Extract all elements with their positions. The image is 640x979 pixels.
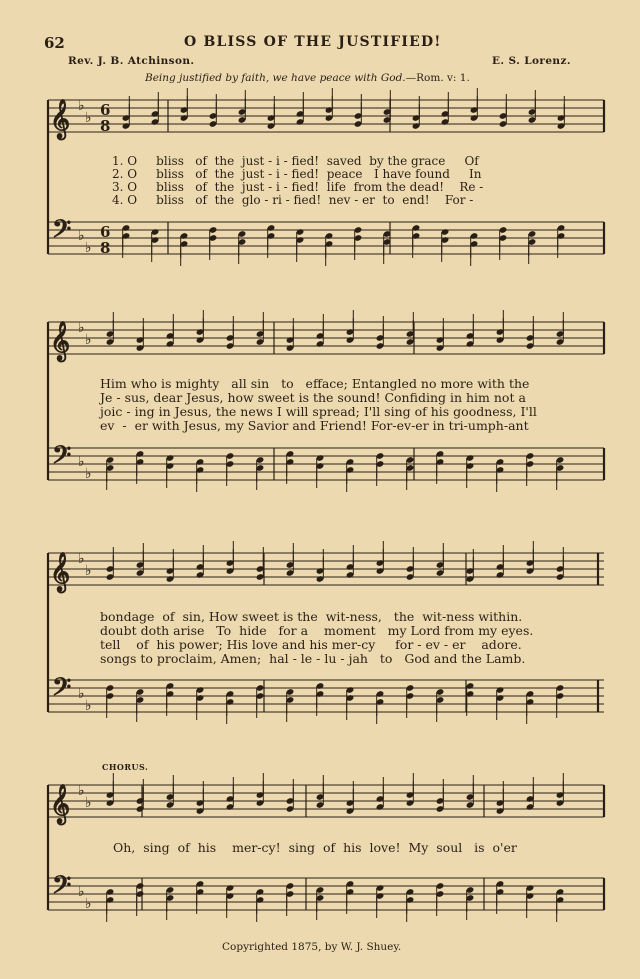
flat-icon: ♭ bbox=[85, 466, 92, 482]
flat-icon: ♭ bbox=[78, 454, 85, 470]
lyric-line: joic - ing in Jesus, the news I will spread; I'll sing of his goodness, I'll bbox=[100, 404, 537, 419]
lyric-line: bondage of sin, How sweet is the wit-ness, the wit-ness within. bbox=[100, 609, 523, 624]
flat-icon: ♭ bbox=[85, 896, 92, 912]
copyright-notice: Copyrighted 1875, by W. J. Shuey. bbox=[222, 941, 402, 953]
flat-icon: ♭ bbox=[78, 228, 85, 244]
flat-icon: ♭ bbox=[85, 110, 92, 126]
bass-clef-icon: 𝄢 bbox=[52, 673, 72, 708]
lyric-line: Him who is mighty all sin to efface; Entangled no more with the bbox=[100, 376, 530, 391]
treble-clef-icon: 𝄞 bbox=[50, 784, 71, 824]
lyric-line: ev - er with Jesus, my Savior and Friend! For-ev-er in tri-umph-ant bbox=[100, 418, 529, 433]
flat-icon: ♭ bbox=[78, 98, 85, 114]
bass-clef-icon: 𝄢 bbox=[52, 441, 72, 476]
flat-icon: ♭ bbox=[78, 884, 85, 900]
time-signature-top: 6 bbox=[100, 101, 111, 119]
hymn-title: O BLISS OF THE JUSTIFIED! bbox=[184, 34, 442, 50]
flat-icon: ♭ bbox=[78, 320, 85, 336]
flat-icon: ♭ bbox=[85, 795, 92, 811]
lyric-line: 3. O bliss of the just - i - fied! life from the dead! Re - bbox=[112, 180, 484, 194]
flat-icon: ♭ bbox=[85, 698, 92, 714]
flat-icon: ♭ bbox=[78, 783, 85, 799]
time-signature-bottom: 8 bbox=[100, 117, 111, 135]
author-credit: Rev. J. B. Atchinson. bbox=[68, 55, 195, 67]
page-number: 62 bbox=[44, 34, 65, 52]
lyric-line: Je - sus, dear Jesus, how sweet is the sound! Confiding in him not a bbox=[100, 390, 526, 405]
epigraph-reference: —Rom. v: 1. bbox=[405, 72, 470, 84]
treble-clef-icon: 𝄞 bbox=[50, 321, 71, 361]
lyric-line: Oh, sing of his mer-cy! sing of his love! My soul is o'er bbox=[113, 840, 517, 855]
epigraph-text: Being justified by faith, we have peace with God. bbox=[145, 72, 406, 84]
lyric-line: 2. O bliss of the just - i - fied! peace I have found In bbox=[112, 167, 482, 181]
flat-icon: ♭ bbox=[78, 686, 85, 702]
flat-icon: ♭ bbox=[85, 563, 92, 579]
flat-icon: ♭ bbox=[85, 332, 92, 348]
lyric-line: doubt doth arise To hide for a moment my Lord from my eyes. bbox=[100, 623, 534, 638]
treble-clef-icon: 𝄞 bbox=[50, 99, 71, 139]
lyric-line: tell of his power; His love and his mer-cy for - ev - er adore. bbox=[100, 637, 522, 652]
chorus-label: CHORUS. bbox=[102, 762, 149, 772]
composer-credit: E. S. Lorenz. bbox=[492, 55, 571, 67]
time-signature-bottom: 8 bbox=[100, 239, 111, 257]
lyric-line: 1. O bliss of the just - i - fied! saved by the grace Of bbox=[112, 154, 479, 168]
time-signature-top: 6 bbox=[100, 223, 111, 241]
bass-clef-icon: 𝄢 bbox=[52, 871, 72, 906]
lyric-line: 4. O bliss of the glo - ri - fied! nev - er to end! For - bbox=[112, 193, 474, 207]
flat-icon: ♭ bbox=[85, 240, 92, 256]
lyric-line: songs to proclaim, Amen; hal - le - lu - jah to God and the Lamb. bbox=[100, 651, 526, 666]
bass-clef-icon: 𝄢 bbox=[52, 215, 72, 250]
treble-clef-icon: 𝄞 bbox=[50, 552, 71, 592]
flat-icon: ♭ bbox=[78, 551, 85, 567]
